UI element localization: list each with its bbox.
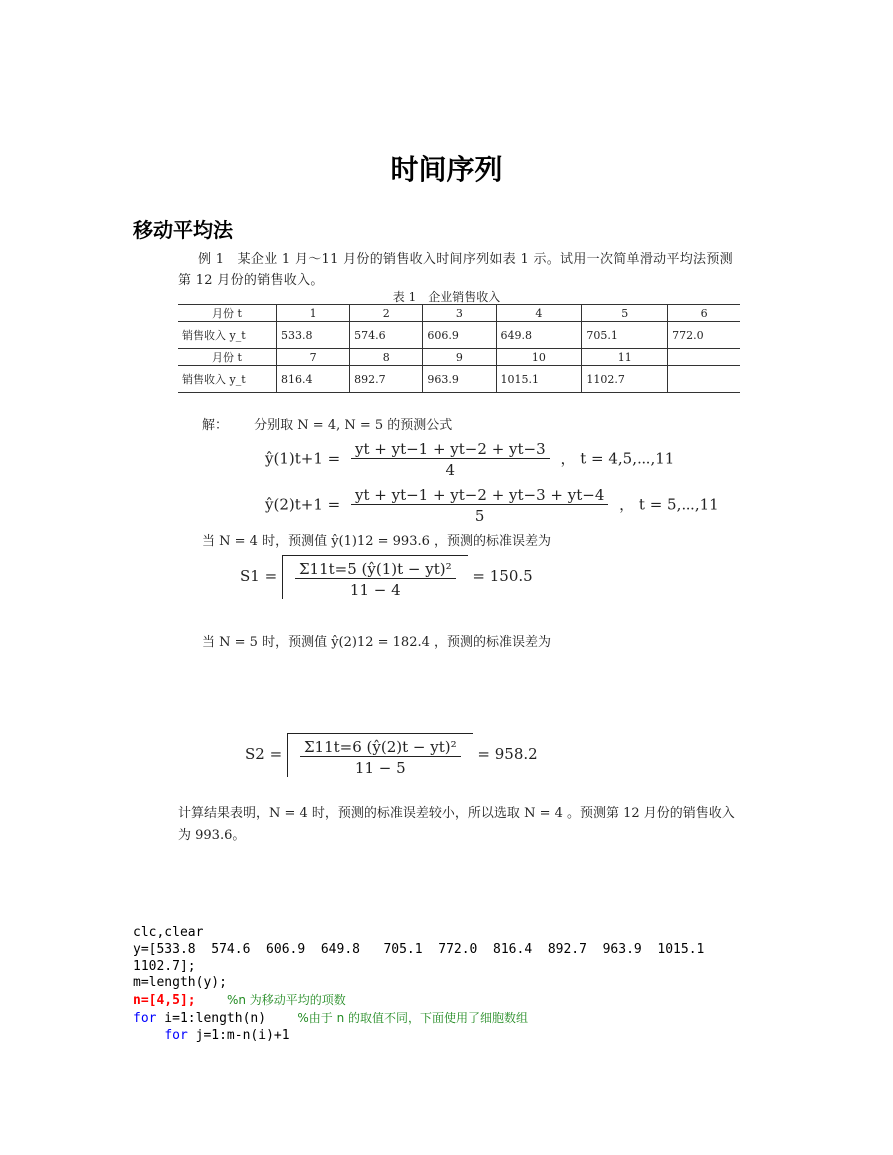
table-cell: 10 xyxy=(496,349,582,366)
table-row xyxy=(178,305,740,322)
table-cell: 606.9 xyxy=(423,322,496,349)
table-cell xyxy=(668,366,740,393)
table-cell: 1015.1 xyxy=(496,366,582,393)
page-title: 时间序列 xyxy=(390,153,503,186)
solution-intro-text: 分别取 N = 4, N = 5 的预测公式 xyxy=(254,418,453,433)
table-cell: 1 xyxy=(277,305,350,322)
table-cell: 8 xyxy=(350,349,423,366)
formula-denominator: 5 xyxy=(474,507,485,525)
code-text: i=1:length(n) xyxy=(156,1010,267,1026)
table-caption: 表 1 企业销售收入 xyxy=(392,290,501,304)
formula-lhs: S2 = xyxy=(245,745,283,763)
formula-fraction xyxy=(351,440,550,479)
code-line xyxy=(133,1010,753,1028)
table-cell: 5 xyxy=(582,305,668,322)
row-label: 月份 t xyxy=(178,349,277,366)
formula-lhs: ŷ(1)t+1 = xyxy=(265,449,341,468)
table-cell: 1102.7 xyxy=(582,366,668,393)
section-heading: 移动平均法 xyxy=(133,218,233,242)
table-cell: 705.1 xyxy=(582,322,668,349)
std-error-s2 xyxy=(245,733,538,777)
formula-fraction xyxy=(295,560,456,599)
code-comment: %n 为移动平均的项数 xyxy=(226,993,346,1008)
formula-numerator: Σ11t=5 (ŷ(1)t − yt)² xyxy=(295,560,456,579)
formula-numerator: yt + yt−1 + yt−2 + yt−3 xyxy=(351,440,550,459)
formula-lhs: S1 = xyxy=(240,567,278,585)
formula-range: ， t = 5,⋯,11 xyxy=(619,495,719,514)
row-label: 销售收入 y_t xyxy=(178,366,277,393)
table-row xyxy=(178,322,740,349)
std-error-s1 xyxy=(240,555,533,599)
sales-table xyxy=(178,304,740,393)
table-cell: 772.0 xyxy=(668,322,740,349)
table-cell xyxy=(668,349,740,366)
table-cell: 574.6 xyxy=(350,322,423,349)
formula-range: ， t = 4,5,⋯,11 xyxy=(560,449,675,468)
table-row xyxy=(178,366,740,393)
table-cell: 963.9 xyxy=(423,366,496,393)
code-line: clc,clear xyxy=(133,925,204,940)
table-row xyxy=(178,349,740,366)
formula-denominator: 4 xyxy=(445,461,456,479)
table-cell: 649.8 xyxy=(496,322,582,349)
table-cell: 4 xyxy=(496,305,582,322)
code-keyword: for xyxy=(133,1010,157,1026)
conclusion-text: 计算结果表明，N = 4 时，预测的标准误差较小，所以选取 N = 4 。预测第 12 月份的销售收入为 993.6。 xyxy=(178,806,735,843)
table-cell: 892.7 xyxy=(350,366,423,393)
formula-lhs: ŷ(2)t+1 = xyxy=(265,495,341,514)
solution-intro xyxy=(202,414,452,433)
sqrt-sign xyxy=(282,555,468,599)
n4-result-line: 当 N = 4 时，预测值 ŷ(1)12 = 993.6 ，预测的标准误差为 xyxy=(202,534,552,549)
formula-fraction xyxy=(351,486,608,525)
formula-rhs: = 150.5 xyxy=(472,567,533,585)
table-cell: 533.8 xyxy=(277,322,350,349)
code-line: m=length(y); xyxy=(133,975,227,991)
example-text: 例 1 某企业 1 月～11 月份的销售收入时间序列如表 1 示。试用一次简单滑动平均法预测第 12 月份的销售收入。 xyxy=(178,252,733,288)
table-cell: 816.4 xyxy=(277,366,350,393)
code-text: j=1:m-n(i)+1 xyxy=(187,1027,290,1043)
formula-denominator: 11 − 5 xyxy=(354,759,406,777)
table-cell: 3 xyxy=(423,305,496,322)
formula-n4 xyxy=(265,440,674,479)
table-cell: 2 xyxy=(350,305,423,322)
formula-numerator: Σ11t=6 (ŷ(2)t − yt)² xyxy=(300,738,461,757)
code-comment: %由于 n 的取值不同，下面使用了细胞数组 xyxy=(297,1010,529,1025)
solution-key: 解： xyxy=(202,418,229,433)
code-line: y=[533.8 574.6 606.9 649.8 705.1 772.0 816.4 892.7 963.9 1015.1 1102.7]; xyxy=(133,941,713,974)
table-cell: 6 xyxy=(668,305,740,322)
table-cell: 11 xyxy=(582,349,668,366)
formula-numerator: yt + yt−1 + yt−2 + yt−3 + yt−4 xyxy=(351,486,608,505)
formula-denominator: 11 − 4 xyxy=(349,581,401,599)
table-cell: 7 xyxy=(277,349,350,366)
row-label: 销售收入 y_t xyxy=(178,322,277,349)
code-keyword: for xyxy=(164,1027,188,1043)
code-highlight: n=[4,5]; xyxy=(133,993,196,1009)
row-label: 月份 t xyxy=(178,305,277,322)
table-cell: 9 xyxy=(423,349,496,366)
formula-fraction xyxy=(300,738,461,777)
formula-rhs: = 958.2 xyxy=(477,745,538,763)
code-line xyxy=(133,1028,753,1045)
code-line xyxy=(133,992,753,1010)
sqrt-sign xyxy=(287,733,473,777)
formula-n5 xyxy=(265,486,719,525)
n5-result-line: 当 N = 5 时，预测值 ŷ(2)12 = 182.4 ，预测的标准误差为 xyxy=(202,635,552,650)
matlab-code-block xyxy=(133,925,753,1045)
